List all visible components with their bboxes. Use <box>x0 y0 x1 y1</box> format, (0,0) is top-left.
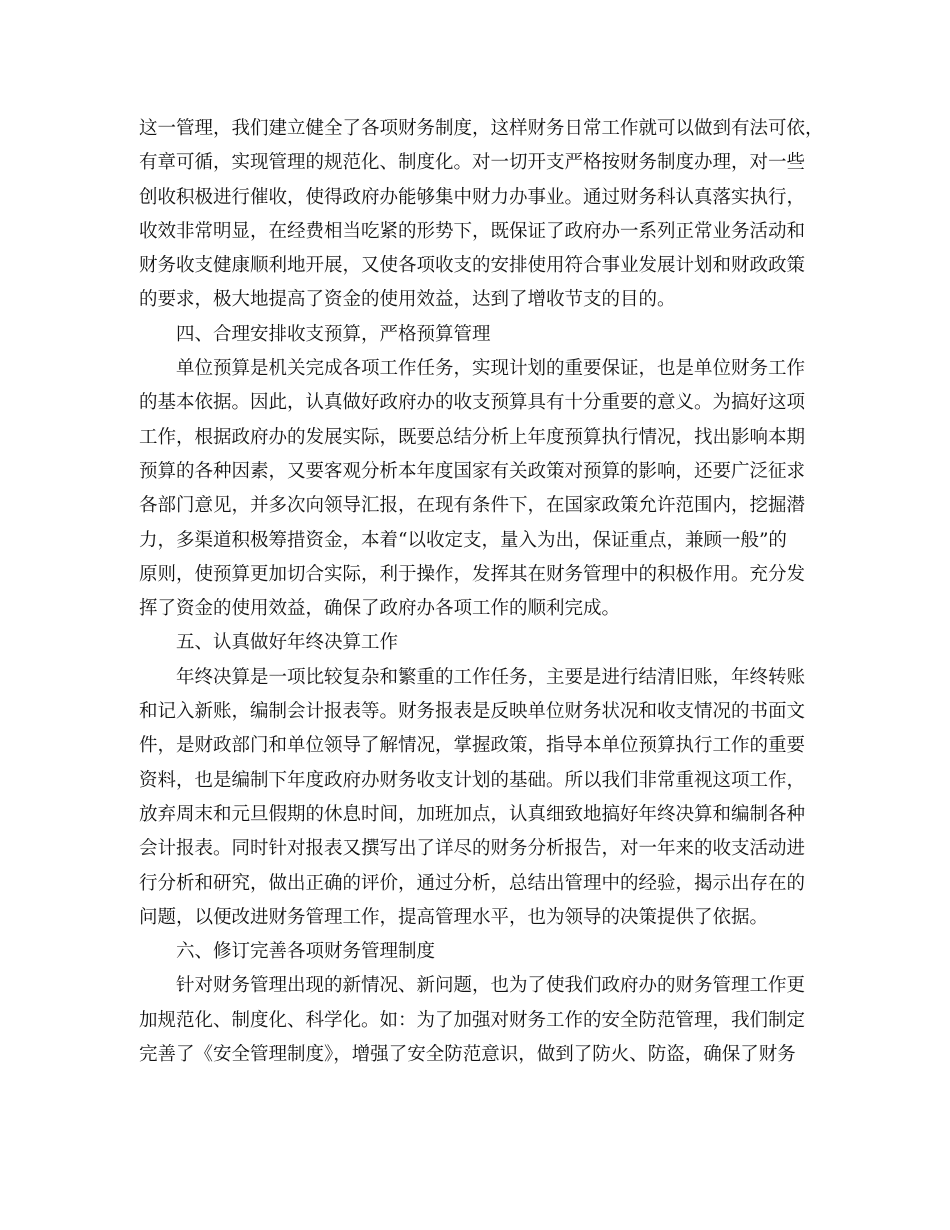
document-body <box>139 112 839 1072</box>
paragraph-line: 完善了《安全管理制度》，增强了安全防范意识，做到了防火、防盗，确保了财务 <box>139 1044 796 1066</box>
paragraph-line: 力，多渠道积极筹措资金，本着“以收定支，量入为出，保证重点，兼顾一般”的 <box>139 529 787 551</box>
paragraph-line: 预算的各种因素，又要客观分析本年度国家有关政策对预算的影响，还要广泛征求 <box>139 460 806 482</box>
paragraph-line: 针对财务管理出现的新情况、新问题，也为了使我们政府办的财务管理工作更 <box>176 975 806 997</box>
paragraph-line: 有章可循，实现管理的规范化、制度化。对一切开支严格按财务制度办理，对一些 <box>139 152 806 174</box>
paragraph-line: 年终决算是一项比较复杂和繁重的工作任务，主要是进行结清旧账，年终转账 <box>176 666 806 688</box>
paragraph-line: 问题，以便改进财务管理工作，提高管理水平，也为领导的决策提供了依据。 <box>139 906 769 928</box>
paragraph-line: 挥了资金的使用效益，确保了政府办各项工作的顺利完成。 <box>139 598 621 620</box>
section-heading: 六、修订完善各项财务管理制度 <box>176 941 436 963</box>
paragraph-line: 财务收支健康顺利地开展，又使各项收支的安排使用符合事业发展计划和财政政策 <box>139 255 806 277</box>
paragraph-line: 放弃周末和元旦假期的休息时间，加班加点，认真细致地搞好年终决算和编制各种 <box>139 803 806 825</box>
paragraph-line: 和记入新账，编制会计报表等。财务报表是反映单位财务状况和收支情况的书面文 <box>139 701 806 723</box>
paragraph-line: 资料，也是编制下年度政府办财务收支计划的基础。所以我们非常重视这项工作， <box>139 769 806 791</box>
section-heading: 四、合理安排收支预算，严格预算管理 <box>176 323 491 345</box>
paragraph-line: 工作，根据政府办的发展实际，既要总结分析上年度预算执行情况，找出影响本期 <box>139 426 806 448</box>
paragraph-line: 单位预算是机关完成各项工作任务，实现计划的重要保证，也是单位财务工作 <box>176 358 806 380</box>
paragraph-line: 的基本依据。因此，认真做好政府办的收支预算具有十分重要的意义。为搞好这项 <box>139 392 806 414</box>
paragraph-line: 收效非常明显，在经费相当吃紧的形势下，既保证了政府办一系列正常业务活动和 <box>139 220 806 242</box>
paragraph-line: 的要求，极大地提高了资金的使用效益，达到了增收节支的目的。 <box>139 289 676 311</box>
paragraph-line: 原则，使预算更加切合实际，利于操作，发挥其在财务管理中的积极作用。充分发 <box>139 563 806 585</box>
paragraph-line: 加规范化、制度化、科学化。如：为了加强对财务工作的安全防范管理，我们制定 <box>139 1009 806 1031</box>
paragraph-line: 行分析和研究，做出正确的评价，通过分析，总结出管理中的经验，揭示出存在的 <box>139 872 806 894</box>
paragraph-line: 件，是财政部门和单位领导了解情况，掌握政策，指导本单位预算执行工作的重要 <box>139 735 806 757</box>
paragraph-line: 会计报表。同时针对报表又撰写出了详尽的财务分析报告，对一年来的收支活动进 <box>139 838 806 860</box>
section-heading: 五、认真做好年终决算工作 <box>176 632 399 654</box>
paragraph-line: 这一管理，我们建立健全了各项财务制度，这样财务日常工作就可以做到有法可依， <box>139 118 824 139</box>
paragraph-line: 各部门意见，并多次向领导汇报，在现有条件下，在国家政策允许范围内，挖掘潜 <box>139 495 806 517</box>
paragraph-line: 创收积极进行催收，使得政府办能够集中财力办事业。通过财务科认真落实执行， <box>139 186 806 208</box>
